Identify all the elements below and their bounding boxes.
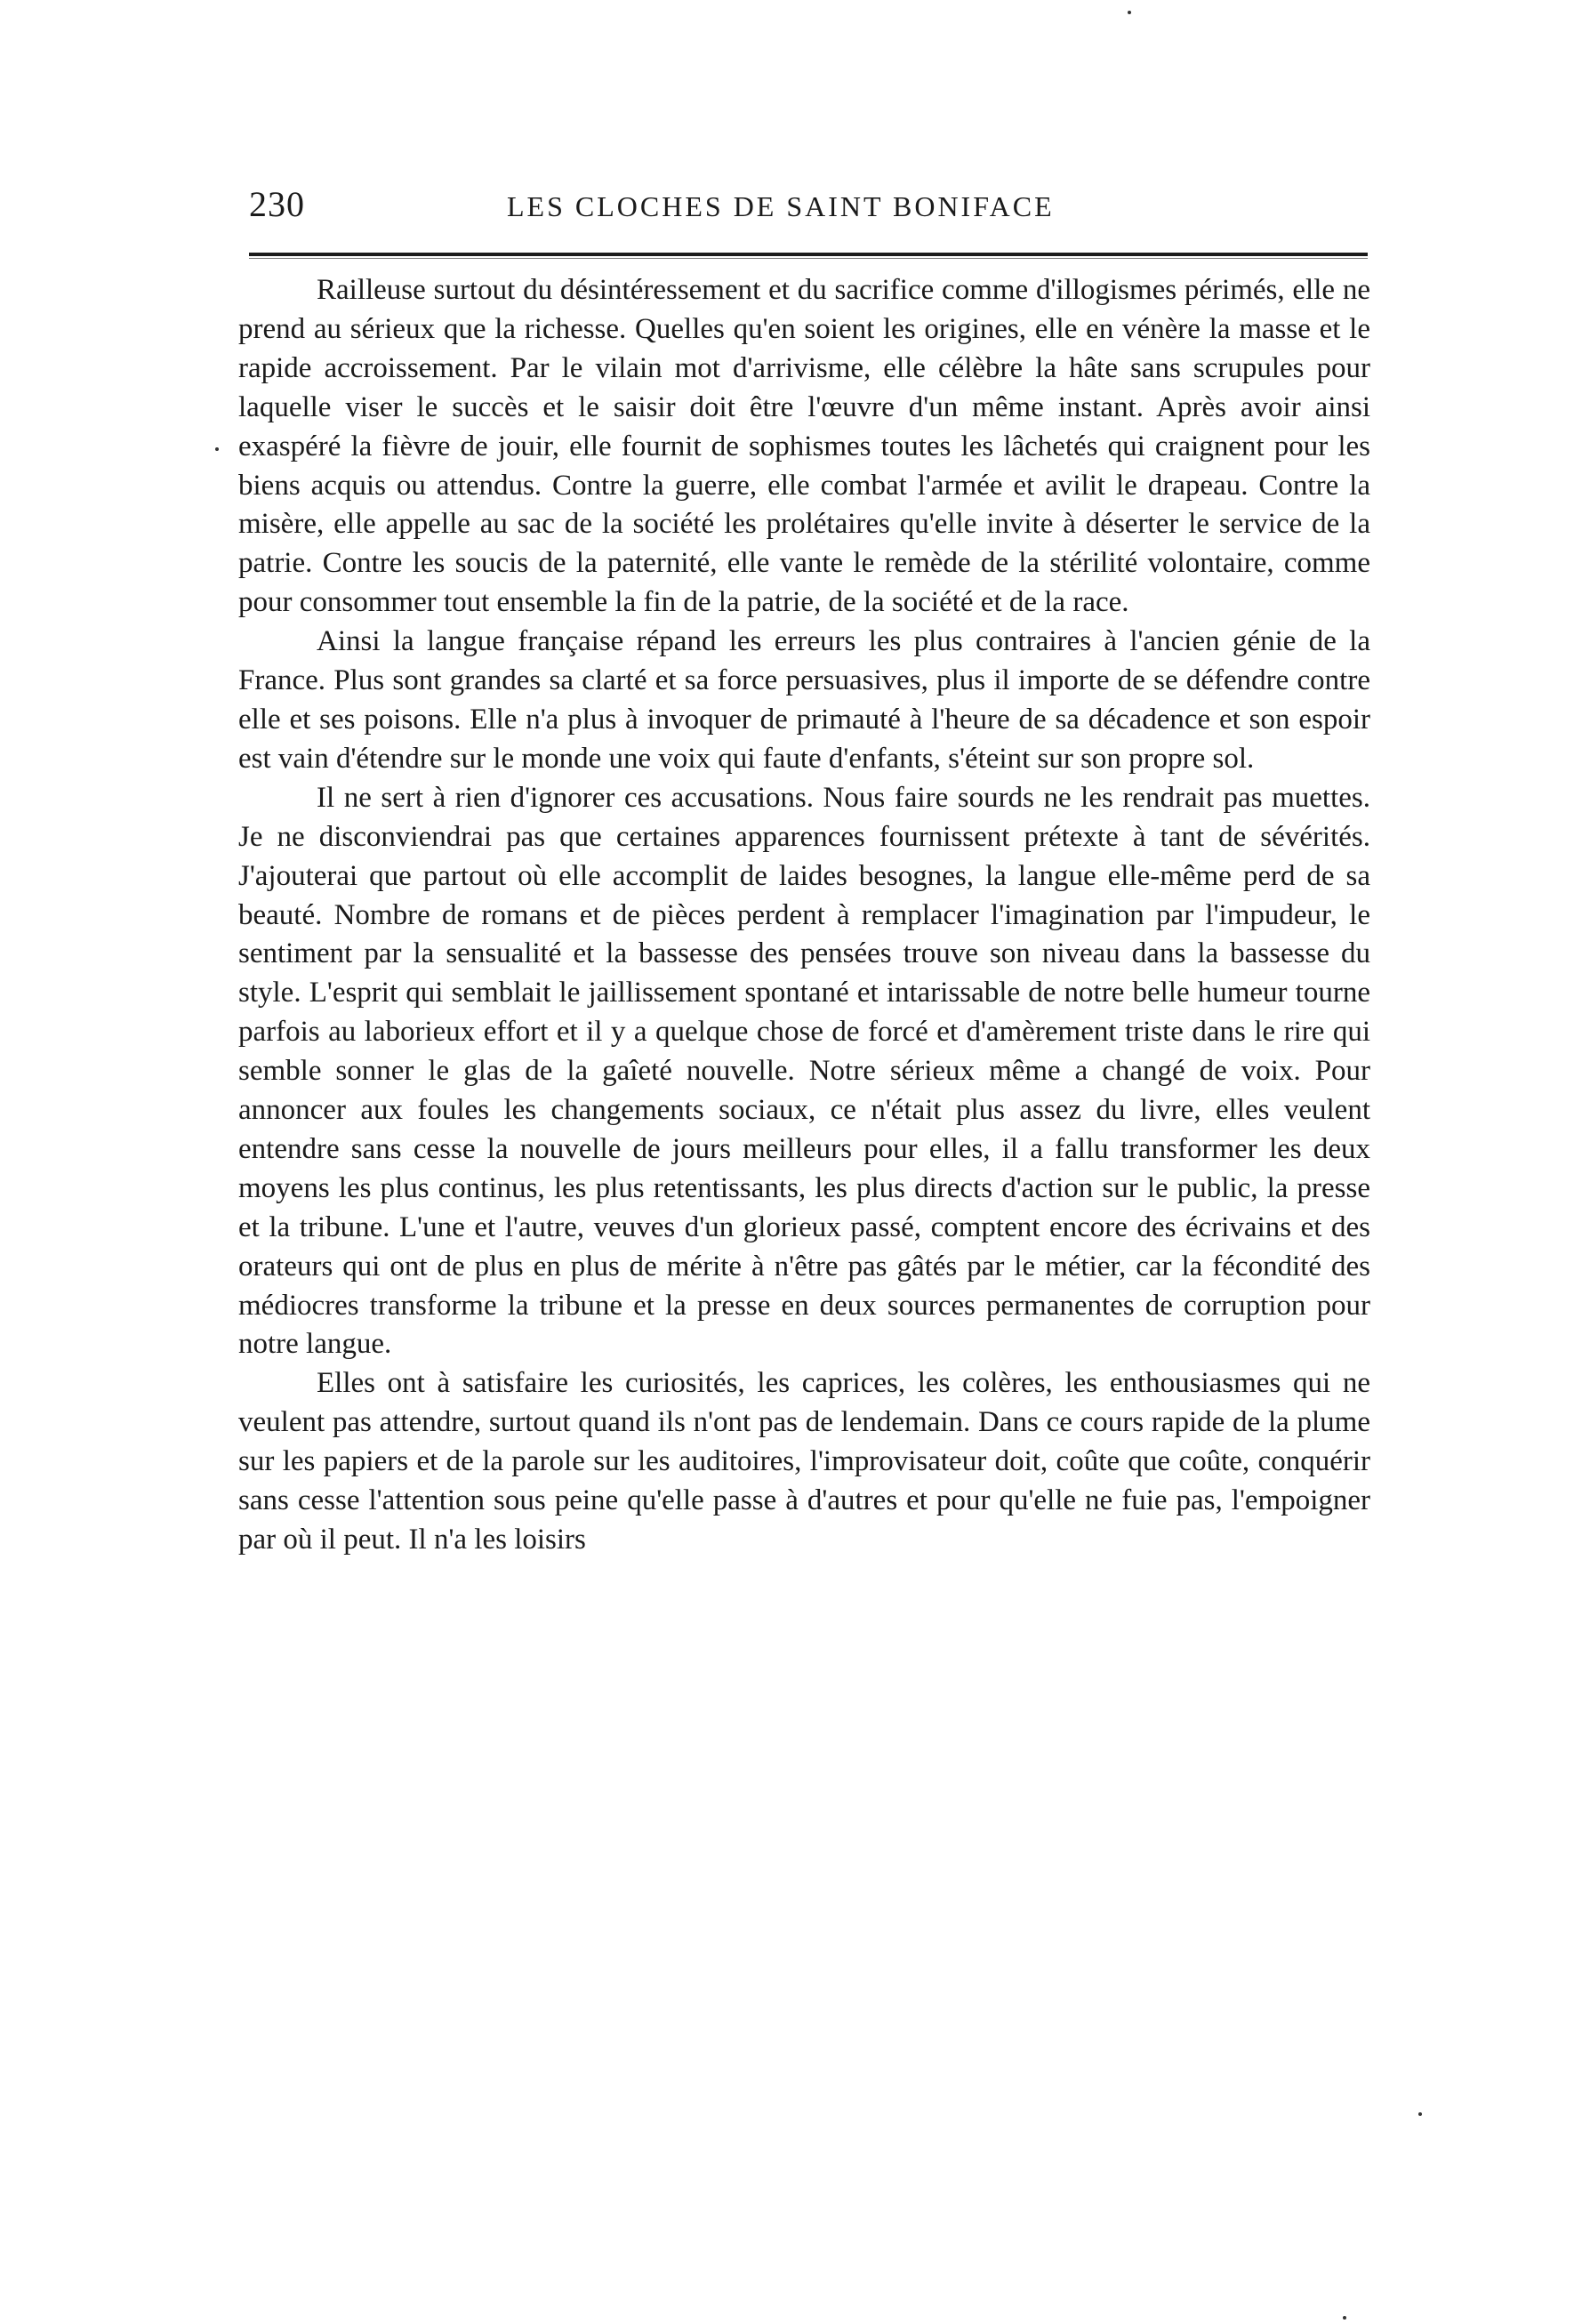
- ink-speck: [1343, 2316, 1346, 2320]
- page-header: [249, 183, 1369, 237]
- header-rule-shadow: [249, 258, 1368, 259]
- ink-speck: [1418, 2112, 1422, 2116]
- header-rule: [249, 253, 1368, 256]
- ink-speck: [1128, 11, 1131, 14]
- paragraph: Ainsi la langue française répand les erreurs les plus contraires à l'ancien génie de la France. Plus sont grandes sa clarté et sa force persuasives, plus il importe de se défendre contre elle et ses poisons. Elle n'a plus à invoquer de primauté à l'heure de sa décadence et son espoir est vain d'étendre sur le monde une voix qui faute d'enfants, s'éteint sur son propre sol.: [238, 625, 1370, 775]
- body-text: [238, 271, 1370, 1560]
- running-title: LES CLOCHES DE SAINT BONIFACE: [507, 190, 1055, 222]
- paragraph: Elles ont à satisfaire les curiosités, les caprices, les colères, les enthousiasmes qui ne veulent pas attendre, surtout quand ils n'ont pas de lendemain. Dans ce cours rapide de la plume sur les papiers et de la parole sur les auditoires, l'improvisateur doit, coûte que coûte, conquérir sans cesse l'attention sous peine qu'elle passe à d'autres et pour qu'elle ne fuie pas, l'empoigner par où il peut. Il n'a les loisirs: [238, 1367, 1370, 1556]
- page-number: 230: [249, 184, 305, 224]
- ink-speck: [215, 447, 219, 451]
- paragraph: Railleuse surtout du désintéressement et du sacrifice comme d'illogismes périmés, elle ne prend au sérieux que la richesse. Quelles qu'en soient les origines, elle en vénère la masse et le rapide accroissement. Par le vilain mot d'arrivisme, elle célèbre la hâte sans scrupules pour laquelle viser le succès et le saisir doit être l'œuvre d'un même instant. Après avoir ainsi exaspéré la fièvre de jouir, elle fournit de sophismes toutes les lâchetés qui craignent pour les biens acquis ou attendus. Contre la guerre, elle combat l'armée et avilit le drapeau. Contre la misère, elle appelle au sac de la société les prolétaires qu'elle invite à déserter le service de la patrie. Contre les soucis de la paternité, elle vante le remède de la stérilité volontaire, comme pour consommer tout ensemble la fin de la patrie, de la société et de la race.: [238, 274, 1370, 619]
- paragraph: Il ne sert à rien d'ignorer ces accusations. Nous faire sourds ne les rendrait pas muettes. Je ne disconviendrai pas que certaines apparences fournissent prétexte à tant de sévérités. J'ajouterai que partout où elle accomplit de laides besognes, la langue elle-même perd de sa beauté. Nombre de romans et de pièces perdent à remplacer l'imagination par l'impudeur, le sentiment par la sensualité et la bassesse des pensées trouve son niveau dans la bassesse du style. L'esprit qui semblait le jaillissement spontané et intarissable de notre belle humeur tourne parfois au laborieux effort et il y a quelque chose de forcé et d'amèrement triste dans le rire qui semble sonner le glas de la gaîeté nouvelle. Notre sérieux même a changé de voix. Pour annoncer aux foules les changements sociaux, ce n'était plus assez du livre, elles veulent entendre sans cesse la nouvelle de jours meilleurs pour elles, il a fallu transformer les deux moyens les plus continus, les plus retentissants, les plus directs d'action sur le public, la presse et la tribune. L'une et l'autre, veuves d'un glorieux passé, comptent encore des écrivains et des orateurs qui ont de plus en plus de mérite à n'être pas gâtés par le métier, car la fécondité des médiocres transforme la tribune et la presse en deux sources permanentes de corruption pour notre langue.: [238, 781, 1370, 1361]
